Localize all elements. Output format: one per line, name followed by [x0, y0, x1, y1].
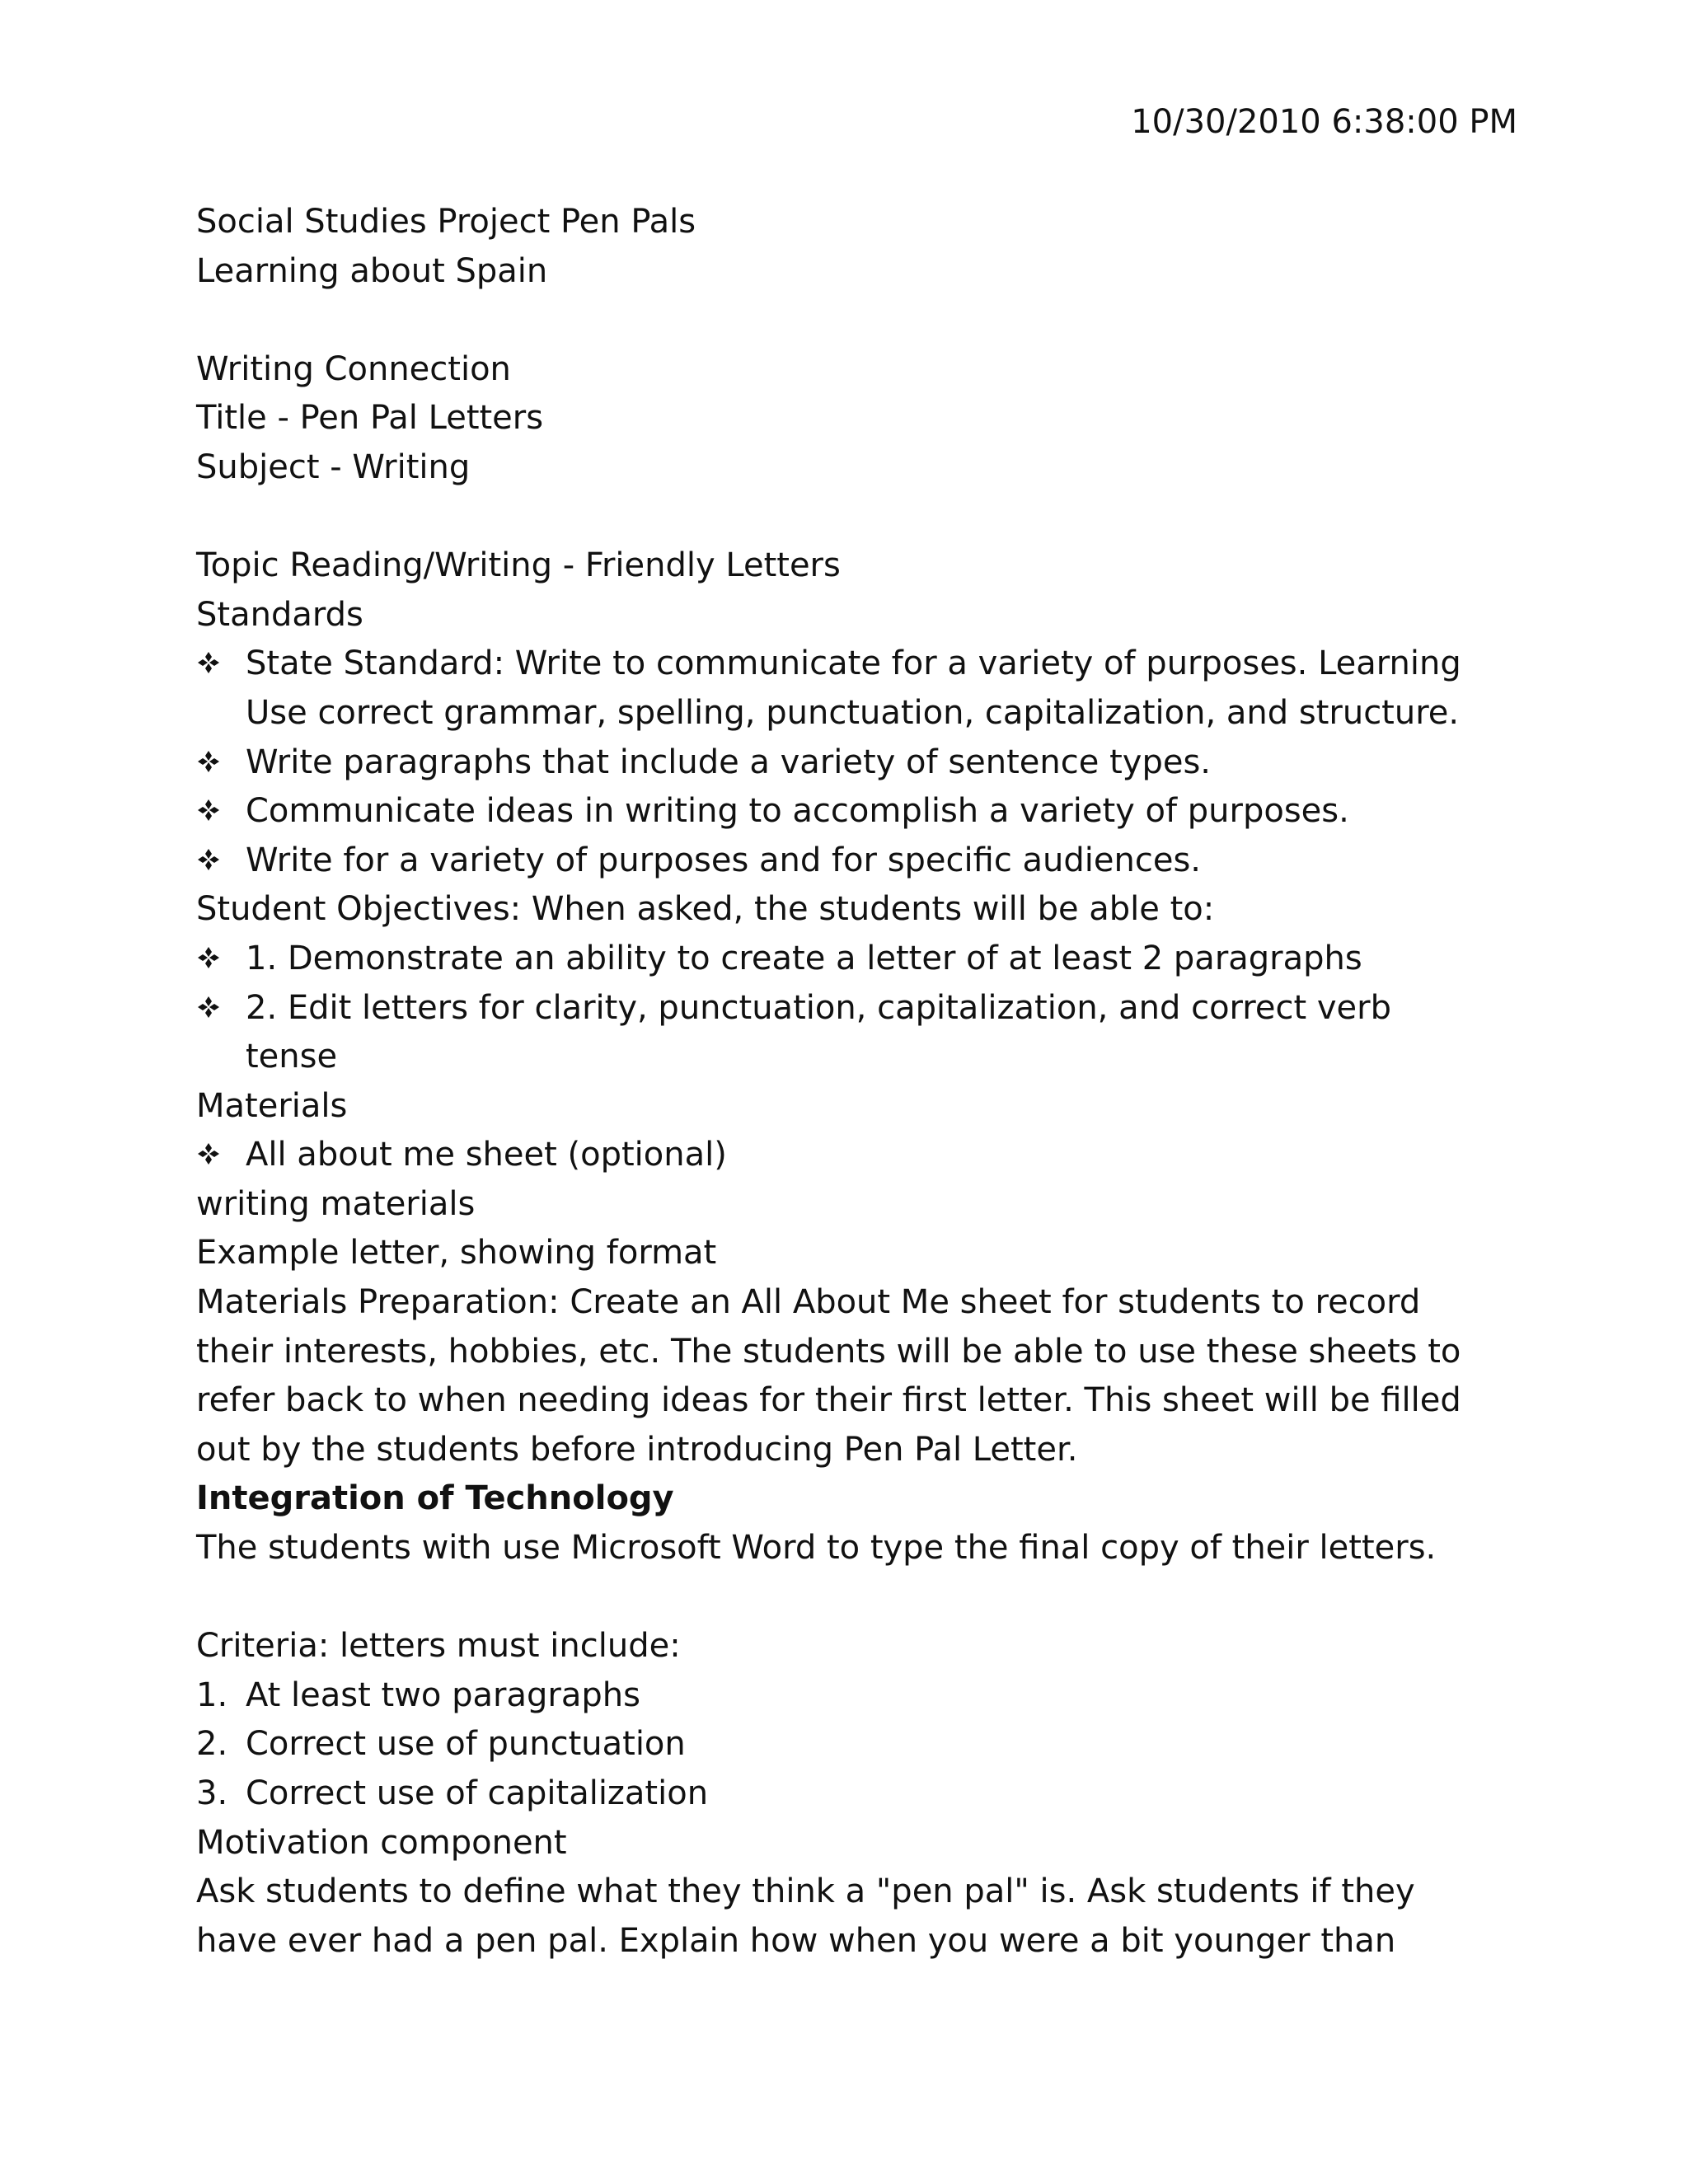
diamond-bullet-icon: [196, 837, 246, 886]
list-item: [196, 935, 1498, 984]
list-item: [196, 1769, 1498, 1819]
criteria-heading: Criteria: letters must include:: [196, 1627, 681, 1666]
criteria-text: Correct use of capitalization: [246, 1774, 709, 1812]
objectives-list: [196, 935, 1498, 1082]
standards-list: [196, 640, 1498, 885]
motivation-text: Ask students to define what they think a "pen pal" is. Ask students if they have ever had a pen pal. Explain how when you were a bit younger than: [196, 1872, 1415, 1960]
technology-heading: Integration of Technology: [196, 1479, 674, 1518]
diamond-bullet-icon: [196, 984, 246, 1033]
spacer: [196, 296, 1498, 345]
standard-text: State Standard: Write to communicate for a variety of purposes. Learning Use correct grammar, spelling, punctuation, capitalization, and structure.: [246, 644, 1461, 732]
timestamp: 10/30/2010 6:38:00 PM: [1131, 103, 1517, 141]
doc-title: Social Studies Project Pen Pals: [196, 203, 696, 241]
motivation-heading: Motivation component: [196, 1823, 567, 1862]
materials-preparation: Materials Preparation: Create an All About Me sheet for students to record their interests, hobbies, etc. The students will be able to use these sheets to refer back to when needing ideas for their first letter. This sheet will be filled out by the students before introducing Pen Pal Letter.: [196, 1283, 1461, 1469]
list-item: [196, 1720, 1498, 1769]
criteria-list: [196, 1671, 1498, 1819]
topic-field: Topic Reading/Writing - Friendly Letters: [196, 546, 841, 585]
objective-text: 1. Demonstrate an ability to create a letter of at least 2 paragraphs: [246, 939, 1362, 977]
material-item: writing materials: [196, 1184, 476, 1223]
objectives-heading: Student Objectives: When asked, the students will be able to:: [196, 890, 1215, 929]
diamond-bullet-icon: [196, 738, 246, 788]
diamond-bullet-icon: [196, 787, 246, 837]
list-number: 1.: [196, 1675, 228, 1714]
list-number: 3.: [196, 1774, 228, 1812]
diamond-bullet-icon: [196, 640, 246, 689]
list-item: [196, 984, 1482, 1082]
spacer: [196, 1573, 1498, 1623]
list-number: 2.: [196, 1725, 228, 1764]
standard-text: Write for a variety of purposes and for specific audiences.: [246, 841, 1202, 879]
list-item: [196, 837, 1498, 886]
materials-heading: Materials: [196, 1086, 348, 1125]
list-item: [196, 1671, 1498, 1721]
diamond-bullet-icon: [196, 935, 246, 984]
list-item: [196, 1131, 1498, 1180]
material-item: Example letter, showing format: [196, 1234, 717, 1272]
spacer: [196, 493, 1498, 542]
criteria-text: At least two paragraphs: [246, 1675, 640, 1714]
writing-connection: Writing Connection: [196, 349, 511, 388]
standards-heading: Standards: [196, 595, 363, 634]
diamond-bullet-icon: [196, 1131, 246, 1180]
list-item: [196, 787, 1498, 837]
criteria-text: Correct use of punctuation: [246, 1725, 686, 1764]
document-body: [196, 198, 1498, 1966]
doc-subtitle: Learning about Spain: [196, 251, 548, 290]
title-field: Title - Pen Pal Letters: [196, 399, 544, 438]
list-item: [196, 640, 1498, 738]
standard-text: Communicate ideas in writing to accomplish a variety of purposes.: [246, 792, 1349, 831]
list-item: [196, 738, 1498, 788]
standard-text: Write paragraphs that include a variety of sentence types.: [246, 743, 1211, 781]
technology-text: The students with use Microsoft Word to type the final copy of their letters.: [196, 1529, 1437, 1568]
objective-text: 2. Edit letters for clarity, punctuation, capitalization, and correct verb tense: [246, 988, 1391, 1076]
material-item: All about me sheet (optional): [246, 1136, 727, 1174]
subject-field: Subject - Writing: [196, 448, 471, 486]
